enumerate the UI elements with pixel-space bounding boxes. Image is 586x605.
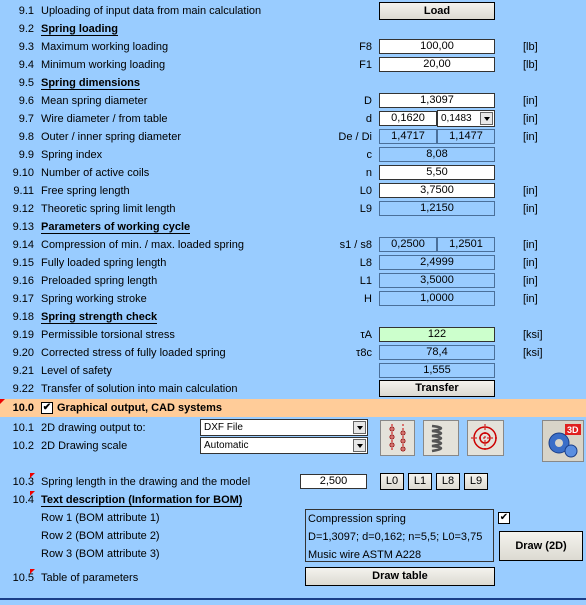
bom-row-2-input[interactable]: D=1,3097; d=0,162; n=5,5; L0=3,75	[308, 531, 483, 543]
comment-marker-icon	[0, 399, 5, 404]
symbol: L8	[359, 257, 372, 269]
unit: [in]	[523, 185, 538, 197]
section-graphical-output	[0, 399, 586, 417]
comment-marker-icon	[30, 569, 35, 574]
row-number: 9.18	[12, 311, 34, 323]
row-label: Spring working stroke	[41, 293, 147, 305]
draw-table-button[interactable]: Draw table	[305, 567, 495, 586]
row-wire-diameter	[0, 110, 586, 128]
row-number: 9.20	[12, 347, 34, 359]
section-spring-loading	[0, 20, 586, 38]
row-number: 9.2	[18, 23, 34, 35]
row-number: 9.13	[12, 221, 34, 233]
graphical-output-checkbox[interactable]: ✔	[42, 402, 52, 414]
row-label: Spring index	[41, 149, 103, 161]
section-spring-dimensions	[0, 74, 586, 92]
row-label: Fully loaded spring length	[41, 257, 167, 269]
row-label: Wire diameter / from table	[41, 113, 168, 125]
symbol: τA	[360, 329, 372, 341]
row-number: 9.7	[18, 113, 34, 125]
row-number: 10.1	[12, 422, 34, 434]
spring-section-icon[interactable]	[380, 420, 415, 456]
row-number: 9.1	[18, 5, 34, 17]
symbol: c	[366, 149, 372, 161]
row-max-load	[0, 38, 586, 56]
row-number: 10.2	[12, 440, 34, 452]
row-label: Outer / inner spring diameter	[41, 131, 182, 143]
row-number: 9.3	[18, 41, 34, 53]
row-number: 9.17	[12, 293, 34, 305]
unit: [in]	[523, 293, 538, 305]
svg-text:3D: 3D	[567, 425, 579, 435]
row-permissible-stress	[0, 326, 586, 344]
section-working-cycle	[0, 218, 586, 236]
row-number: 9.12	[12, 203, 34, 215]
row-number: 9.19	[12, 329, 34, 341]
row-preloaded-length	[0, 272, 586, 290]
bom-row-3-input[interactable]: Music wire ASTM A228	[308, 549, 422, 561]
symbol: n	[365, 167, 372, 179]
min-compression-value: 0,2500	[379, 237, 437, 252]
row-number: 9.8	[18, 131, 34, 143]
section-header-label: Graphical output, CAD systems	[57, 402, 223, 414]
section-header: Spring loading	[41, 23, 118, 35]
row-label: Preloaded spring length	[41, 275, 158, 287]
row-mean-diameter	[0, 92, 586, 110]
row-label: Number of active coils	[41, 167, 150, 179]
row-number: 10.5	[12, 572, 34, 584]
spring-index-value: 8,08	[379, 147, 495, 162]
preloaded-length-value: 3,5000	[379, 273, 495, 288]
section-strength-check	[0, 308, 586, 326]
select-value: 0,1483	[441, 113, 472, 124]
drawing-output-select[interactable]	[200, 419, 368, 436]
row-compression	[0, 236, 586, 254]
section-header: Parameters of working cycle	[41, 221, 191, 233]
row-bom-1	[0, 509, 586, 527]
section-header: Text description (Information for BOM)	[41, 494, 243, 506]
row-corrected-stress	[0, 344, 586, 362]
comment-marker-icon	[30, 473, 35, 478]
row-active-coils	[0, 164, 586, 182]
row-outer-inner-diameter	[0, 128, 586, 146]
row-number: 9.15	[12, 257, 34, 269]
row-number: 9.9	[18, 149, 34, 161]
unit: [in]	[523, 95, 538, 107]
symbol: D	[364, 95, 372, 107]
working-stroke-value: 1,0000	[379, 291, 495, 306]
row-spring-length-drawing	[0, 473, 586, 491]
l9-button[interactable]: L9	[464, 473, 488, 490]
unit: [in]	[523, 113, 538, 125]
row-label: Spring length in the drawing and the model	[41, 476, 251, 488]
row-number: 10.0	[12, 402, 34, 414]
row-9-1	[0, 2, 586, 20]
mean-diameter-input[interactable]: 1,3097	[379, 93, 495, 108]
row-min-load	[0, 56, 586, 74]
unit: [in]	[523, 203, 538, 215]
unit: [ksi]	[523, 347, 543, 359]
row-limit-length	[0, 200, 586, 218]
wire-diameter-input[interactable]: 0,1620	[379, 111, 437, 126]
row-label: Maximum working loading	[41, 41, 169, 53]
symbol: L1	[359, 275, 372, 287]
section-header: Spring strength check	[41, 311, 158, 323]
row-number: 9.5	[18, 77, 34, 89]
cad-3d-icon[interactable]	[542, 420, 584, 462]
bom-row-1-input[interactable]: Compression spring	[308, 513, 406, 525]
section-header	[41, 402, 222, 414]
row-number: 9.14	[12, 239, 34, 251]
row-number: 9.16	[12, 275, 34, 287]
row-loaded-length	[0, 254, 586, 272]
spring-coil-icon[interactable]	[423, 420, 459, 456]
row-label: Level of safety	[41, 365, 112, 377]
row-label: Permissible torsional stress	[41, 329, 175, 341]
unit: [in]	[523, 131, 538, 143]
select-value: DXF File	[204, 422, 243, 433]
l8-button[interactable]: L8	[436, 473, 460, 490]
row-number: 10.3	[12, 476, 34, 488]
row-transfer	[0, 380, 586, 398]
row-safety-level	[0, 362, 586, 380]
unit: [ksi]	[523, 329, 543, 341]
symbol: De / Di	[338, 131, 372, 143]
row-label: Free spring length	[41, 185, 130, 197]
row-number: 10.4	[12, 494, 34, 506]
symbol: L0	[359, 185, 372, 197]
row-number: 9.11	[13, 185, 34, 197]
permissible-stress-input[interactable]: 122	[379, 327, 495, 342]
active-coils-input[interactable]: 5,50	[379, 165, 495, 180]
wire-diameter-table-select[interactable]	[437, 110, 495, 127]
outer-diameter-value: 1,4717	[379, 129, 437, 144]
unit: [in]	[523, 257, 538, 269]
comment-marker-icon	[30, 491, 35, 496]
symbol: s1 / s8	[339, 239, 372, 251]
row-label: Table of parameters	[41, 572, 139, 584]
symbol: F8	[359, 41, 372, 53]
row-number: 9.4	[18, 59, 34, 71]
l0-button[interactable]: L0	[380, 473, 404, 490]
max-compression-value: 1,2501	[437, 237, 495, 252]
bottom-divider	[0, 598, 586, 600]
row-label: Minimum working loading	[41, 59, 166, 71]
row-label: Mean spring diameter	[41, 95, 148, 107]
symbol: H	[364, 293, 372, 305]
chevron-down-icon[interactable]	[480, 112, 493, 125]
select-value: Automatic	[204, 440, 249, 451]
symbol: L9	[359, 203, 372, 215]
l1-button[interactable]: L1	[408, 473, 432, 490]
row-text-description	[0, 491, 586, 509]
row-label: Corrected stress of fully loaded spring	[41, 347, 226, 359]
row-label: 2D Drawing scale	[41, 440, 128, 452]
section-header: Spring dimensions	[41, 77, 141, 89]
row-spring-index	[0, 146, 586, 164]
min-load-input[interactable]: 20,00	[379, 57, 495, 72]
unit: [in]	[523, 275, 538, 287]
row-label: Uploading of input data from main calculation	[41, 5, 262, 17]
inner-diameter-value: 1,1477	[437, 129, 495, 144]
spring-length-drawing-input[interactable]: 2,500	[300, 474, 367, 489]
unit: [lb]	[523, 41, 538, 53]
loaded-length-value: 2,4999	[379, 255, 495, 270]
row-label: Transfer of solution into main calculation	[41, 383, 238, 395]
row-label: Row 2 (BOM attribute 2)	[41, 530, 160, 542]
chevron-down-icon[interactable]	[353, 421, 366, 434]
corrected-stress-value: 78,4	[379, 345, 495, 360]
bom-checkbox[interactable]: ✔	[499, 512, 509, 523]
drawing-scale-select[interactable]	[200, 437, 368, 454]
symbol: τ8c	[356, 347, 372, 359]
max-load-input[interactable]: 100,00	[379, 39, 495, 54]
row-table-parameters	[0, 569, 586, 587]
free-length-input[interactable]: 3,7500	[379, 183, 495, 198]
unit: [in]	[523, 239, 538, 251]
limit-length-value: 1,2150	[379, 201, 495, 216]
row-number: 9.10	[12, 167, 34, 179]
unit: [lb]	[523, 59, 538, 71]
spring-end-view-icon[interactable]	[467, 420, 504, 456]
chevron-down-icon[interactable]	[353, 439, 366, 452]
draw-2d-button[interactable]: Draw (2D)	[499, 531, 583, 561]
row-label: Row 3 (BOM attribute 3)	[41, 548, 160, 560]
row-free-length	[0, 182, 586, 200]
row-label: 2D drawing output to:	[41, 422, 146, 434]
row-working-stroke	[0, 290, 586, 308]
row-number: 9.21	[12, 365, 34, 377]
load-button[interactable]: Load	[379, 2, 495, 20]
safety-level-value: 1,555	[379, 363, 495, 378]
row-label: Row 1 (BOM attribute 1)	[41, 512, 160, 524]
row-number: 9.22	[12, 383, 34, 395]
symbol: F1	[359, 59, 372, 71]
transfer-button[interactable]: Transfer	[379, 380, 495, 397]
row-label: Compression of min. / max. loaded spring	[41, 239, 244, 251]
row-label: Theoretic spring limit length	[41, 203, 176, 215]
symbol: d	[365, 113, 372, 125]
row-number: 9.6	[18, 95, 34, 107]
